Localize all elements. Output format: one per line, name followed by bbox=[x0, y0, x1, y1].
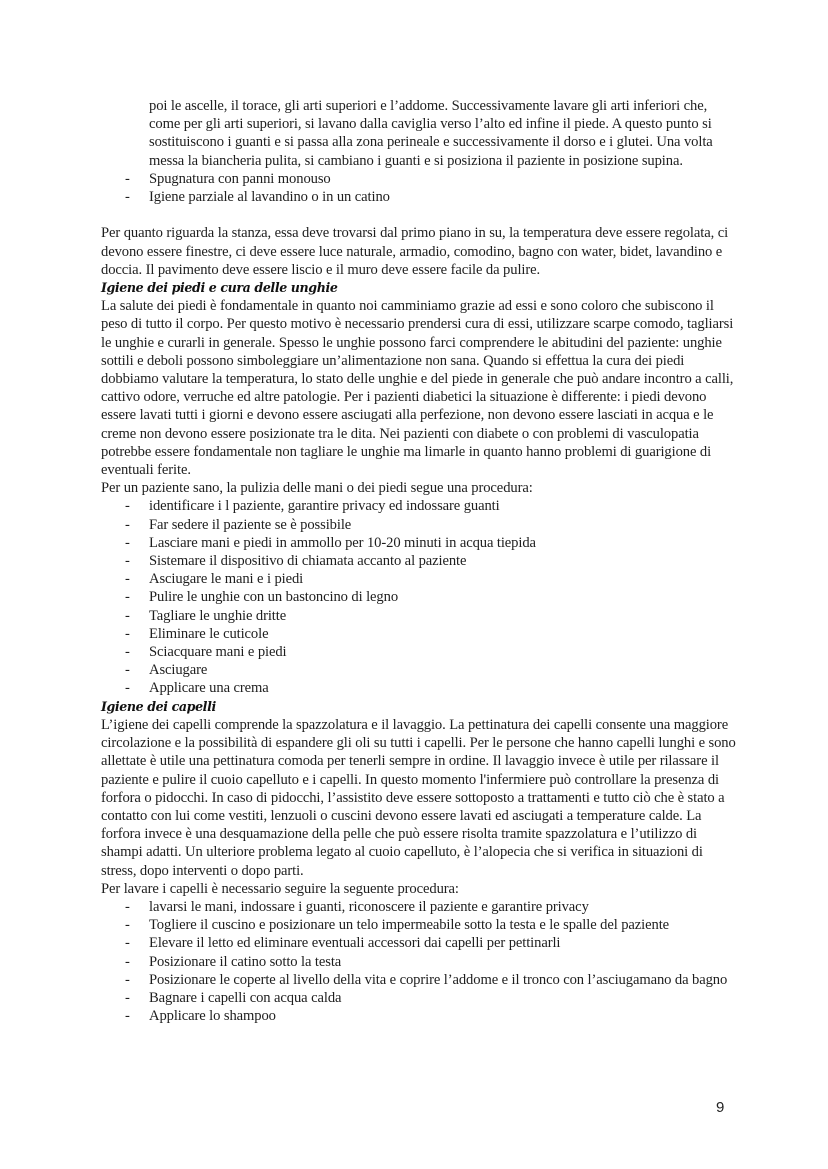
dash-bullet: - bbox=[125, 971, 130, 988]
dash-bullet: - bbox=[125, 917, 130, 934]
dash-bullet: - bbox=[125, 680, 130, 697]
dash-bullet: - bbox=[125, 189, 130, 206]
dash-bullet: - bbox=[125, 662, 130, 679]
dash-bullet: - bbox=[125, 607, 130, 624]
list-item: - Lasciare mani e piedi in ammollo per 10-20 minuti in acqua tiepida bbox=[125, 534, 536, 551]
dash-bullet: - bbox=[125, 989, 130, 1006]
dash-bullet: - bbox=[125, 571, 130, 588]
list-item: - Asciugare le mani e i piedi bbox=[125, 571, 304, 588]
dash-bullet: - bbox=[125, 589, 130, 606]
page-number: 9 bbox=[716, 1099, 725, 1116]
section-heading-feet: Igiene dei piedi e cura delle unghie bbox=[101, 280, 338, 296]
dash-bullet: - bbox=[125, 534, 130, 551]
bath-types-list bbox=[101, 170, 741, 206]
list-item: - Posizionare il catino sotto la testa bbox=[125, 953, 342, 970]
list-item: - Posizionare le coperte al livello della vita e coprire l’addome e il tronco con l’asciugamano da bagno bbox=[125, 971, 728, 988]
dash-bullet: - bbox=[125, 498, 130, 515]
page-content bbox=[101, 97, 741, 1025]
feet-procedure-list bbox=[101, 497, 741, 697]
hair-procedure-intro: Per lavare i capelli è necessario seguire la seguente procedura: bbox=[101, 880, 459, 897]
list-item: - Eliminare le cuticole bbox=[125, 625, 269, 642]
intro-paragraph: poi le ascelle, il torace, gli arti superiori e l’addome. Successivamente lavare gli arti inferiori che, come per gli arti superiori, si lavano dalla caviglia verso l’alto ed infine il piede. A questo punto si sostituiscono i guanti e si passa alla zona perineale e successivamente il dorso e i glutei. Una volta messa la biancheria pulita, si cambiano i guanti e si posiziona il paziente in posizione supina. bbox=[149, 98, 713, 169]
list-item: - Tagliare le unghie dritte bbox=[125, 607, 287, 624]
room-paragraph: Per quanto riguarda la stanza, essa deve trovarsi dal primo piano in su, la temperatura deve essere regolata, ci devono essere finestre, ci deve essere luce naturale, armadio, comodino, bagno con water, bidet, lavandino e doccia. Il pavimento deve essere liscio e il muro deve essere facile da pulire. bbox=[101, 225, 729, 278]
dash-bullet: - bbox=[125, 898, 130, 915]
section-heading-hair: Igiene dei capelli bbox=[101, 698, 216, 714]
list-item: - Elevare il letto ed eliminare eventuali accessori dai capelli per pettinarli bbox=[125, 935, 561, 952]
list-item: - Pulire le unghie con un bastoncino di legno bbox=[125, 589, 399, 606]
list-item: - Bagnare i capelli con acqua calda bbox=[125, 989, 342, 1006]
dash-bullet: - bbox=[125, 553, 130, 570]
dash-bullet: - bbox=[125, 625, 130, 642]
dash-bullet: - bbox=[125, 170, 130, 187]
hair-paragraph: L’igiene dei capelli comprende la spazzolatura e il lavaggio. La pettinatura dei capelli consente una maggiore circolazione e la possibilità di espandere gli oli su tutti i capelli. Per le persone che hanno capelli lunghi e sono allettate è utile una pettinatura comoda per tenerli sempre in ordine. Il lavaggio invece è utile per rilassare il paziente e pulire il cuoio capelluto e i capelli. In questo momento l'infermiere può controllare la presenza di forfora o pidocchi. In caso di pidocchi, l’assistito deve essere sottoposto a trattamenti e tutto ciò che è stato a contatto con lui come vestiti, lenzuoli o cuscini devono essere lavati ed asciugati a temperature calde. La forfora invece è una desquamazione della pelle che può essere risolta tramite spazzolatura e l’utilizzo di shampi adatti. Un ulteriore problema legato al cuoio capelluto, è l’alopecia che si verifica in situazioni di stress, dopo interventi o dopo parti. bbox=[101, 716, 736, 879]
dash-bullet: - bbox=[125, 1008, 130, 1025]
list-item: - Applicare lo shampoo bbox=[125, 1008, 276, 1025]
list-item: - Igiene parziale al lavandino o in un catino bbox=[125, 189, 390, 206]
list-item: - Togliere il cuscino e posizionare un telo impermeabile sotto la testa e le spalle del paziente bbox=[125, 917, 670, 934]
list-item: - Asciugare bbox=[125, 662, 208, 679]
dash-bullet: - bbox=[125, 953, 130, 970]
list-item: - Sciacquare mani e piedi bbox=[125, 644, 287, 661]
list-item: - Sistemare il dispositivo di chiamata accanto al paziente bbox=[125, 553, 467, 570]
dash-bullet: - bbox=[125, 644, 130, 661]
hair-procedure-list bbox=[101, 898, 741, 1025]
list-item: - Far sedere il paziente se è possibile bbox=[125, 516, 352, 533]
feet-procedure-intro: Per un paziente sano, la pulizia delle mani o dei piedi segue una procedura: bbox=[101, 480, 533, 497]
dash-bullet: - bbox=[125, 935, 130, 952]
list-item: - Applicare una crema bbox=[125, 680, 269, 697]
list-item: - identificare i l paziente, garantire privacy ed indossare guanti bbox=[125, 498, 500, 515]
list-item: - lavarsi le mani, indossare i guanti, riconoscere il paziente e garantire privacy bbox=[125, 898, 589, 915]
list-item: - Spugnatura con panni monouso bbox=[125, 170, 331, 187]
dash-bullet: - bbox=[125, 516, 130, 533]
feet-paragraph: La salute dei piedi è fondamentale in quanto noi camminiamo grazie ad essi e sono coloro che subiscono il peso di tutto il corpo. Per questo motivo è necessario prendersi cura di essi, utilizzare scarpe comodo, tagliarsi le unghie e curarli in generale. Spesso le unghie possono farci comprendere le abitudini del paziente: unghie sottili e deboli possono simboleggiare un’alimentazione non sana. Quando si effettua la cura dei piedi dobbiamo valutare la temperatura, lo stato delle unghie e del piede in generale che può andare incontro a calli, cattivo odore, verruche ed altre patologie. Per i pazienti diabetici la situazione è differente: i piedi devono essere lavati tutti i giorni e devono essere asciugati alla perfezione, non devono essere lasciati in acqua e le creme non devono essere posizionate tra le dita. Nei pazienti con diabete o con problemi di vasculopatia potrebbe essere fondamentale non tagliare le unghie ma limarle in quanto hanno problemi di guarigione di eventuali ferite. bbox=[101, 298, 734, 479]
paragraph-gap bbox=[101, 206, 741, 224]
